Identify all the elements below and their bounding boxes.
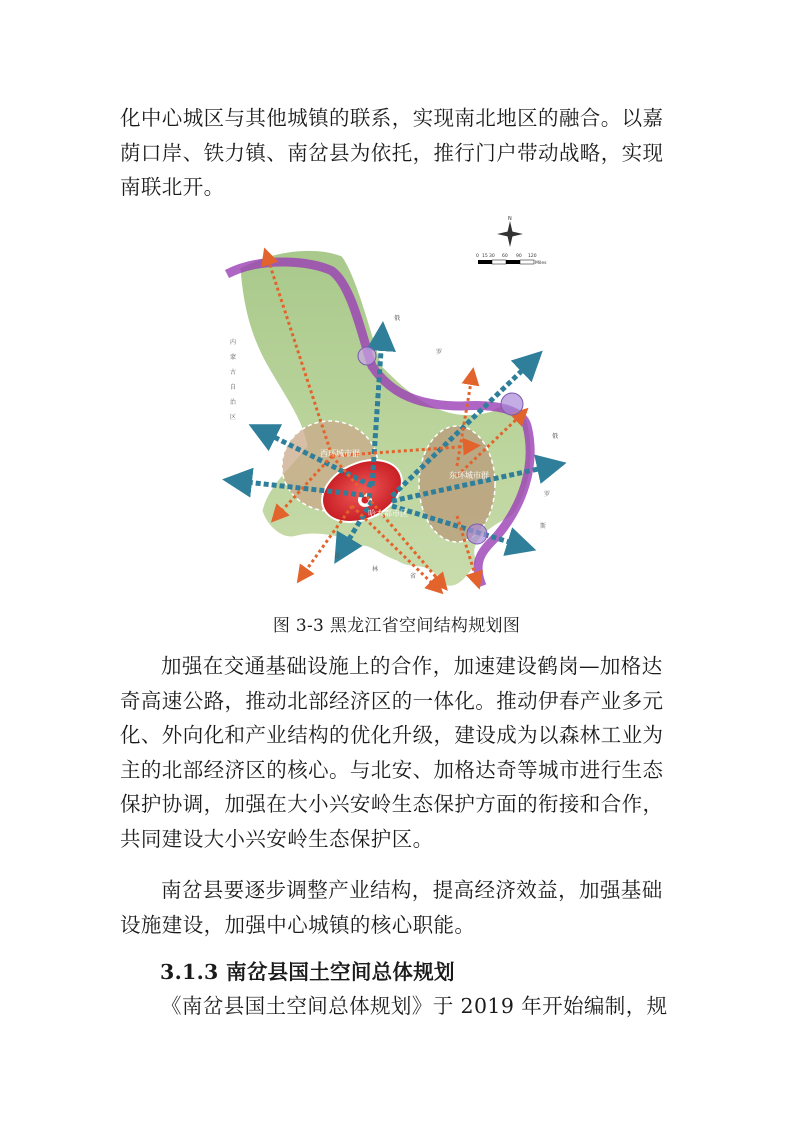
russia-north-label-2: 罗 <box>436 349 443 356</box>
text-line: 主的北部经济区的核心。与北安、加格达奇等城市进行生态 <box>120 757 664 782</box>
svg-text:蒙: 蒙 <box>230 354 237 361</box>
west-cluster-label: 西环城市群 <box>320 449 360 458</box>
svg-text:15: 15 <box>482 254 488 259</box>
text-line: 加强在交通基础设施上的合作，加速建设鹤岗—加格达 <box>161 654 663 678</box>
inner-mongolia-label <box>230 338 237 421</box>
svg-text:区: 区 <box>230 414 237 421</box>
compass-icon <box>497 216 523 247</box>
svg-text:林: 林 <box>372 566 379 573</box>
text-line: 荫口岸、铁力镇、南岔县为依托，推行门户带动战略，实现 <box>120 140 664 165</box>
text-line: 南联北开。 <box>120 175 225 199</box>
metro-label: 哈大都市区 <box>368 509 408 518</box>
paragraph-1 <box>120 101 675 205</box>
russia-east-label-2: 罗 <box>544 491 551 498</box>
scale-bar <box>476 253 547 266</box>
paragraph-3 <box>120 873 675 942</box>
province-map <box>222 216 572 600</box>
svg-text:吉: 吉 <box>334 553 341 560</box>
text-line: 奇高速公路，推动北部经济区的一体化。推动伊春产业多元 <box>120 688 664 713</box>
text-line: 保护协调，加强在大小兴安岭生态保护方面的衔接和合作， <box>120 792 664 816</box>
figure-caption: 图 3-3 黑龙江省空间结构规划图 <box>272 616 521 636</box>
svg-text:省: 省 <box>410 573 417 580</box>
section-title: 南岔县国土空间总体规划 <box>226 960 455 984</box>
svg-text:120: 120 <box>528 254 537 259</box>
section-heading <box>160 955 455 985</box>
russia-north-label: 俄 <box>394 315 401 322</box>
paragraph-2 <box>120 649 675 856</box>
svg-text:内: 内 <box>230 339 237 346</box>
svg-text:30: 30 <box>489 254 495 259</box>
text-line: 《南岔县国土空间总体规划》于 2019 年开始编制，规 <box>161 994 668 1018</box>
east-cluster-label: 东环城市群 <box>449 471 489 480</box>
svg-text:古: 古 <box>230 369 237 376</box>
russia-east-label: 俄 <box>552 433 559 440</box>
svg-text:Miles: Miles <box>535 261 547 266</box>
svg-text:自: 自 <box>230 384 237 391</box>
text-line: 设施建设，加强中心城镇的核心职能。 <box>120 912 476 937</box>
text-line: 化、外向化和产业结构的优化升级，建设成为以森林工业为 <box>120 723 664 747</box>
svg-text:0: 0 <box>476 254 479 259</box>
paragraph-4 <box>120 989 675 1024</box>
svg-text:N: N <box>508 216 512 222</box>
russia-east-label-3: 斯 <box>540 523 547 530</box>
map-figure <box>222 216 572 600</box>
text-line: 化中心城区与其他城镇的联系，实现南北地区的融合。以嘉 <box>120 106 664 130</box>
section-number: 3.1.3 <box>160 960 219 984</box>
text-line: 南岔县要逐步调整产业结构，提高经济效益，加强基础 <box>161 878 663 902</box>
text-line: 共同建设大小兴安岭生态保护区。 <box>120 826 434 851</box>
svg-text:60: 60 <box>502 254 508 259</box>
svg-text:治: 治 <box>230 399 237 406</box>
svg-text:90: 90 <box>516 254 522 259</box>
